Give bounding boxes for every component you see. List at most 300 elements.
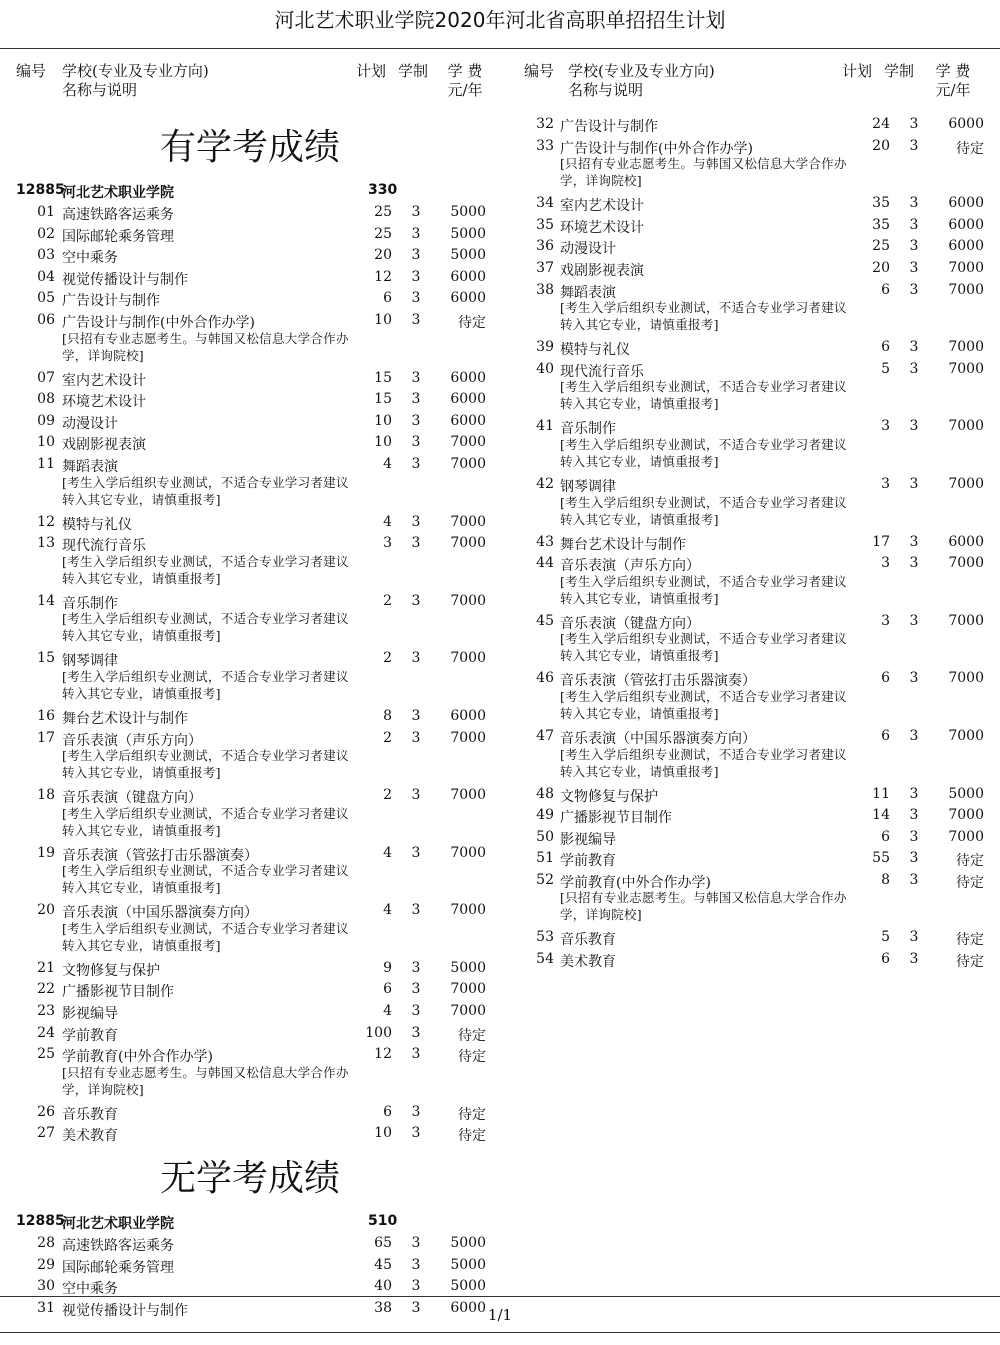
table-row: [0, 533, 490, 591]
major-name: 美术教育: [62, 1128, 118, 1145]
major-note: [只招有专业志愿考生。与韩国又松信息大学合作办学，详询院校]: [62, 1064, 349, 1097]
major-note: [只招有专业志愿考生。与韩国又松信息大学合作办学，详询院校]: [62, 330, 349, 363]
major-plan: 3: [881, 612, 890, 629]
major-name: 舞台艺术设计与制作: [560, 536, 686, 553]
major-name: 音乐表演（声乐方向）: [62, 732, 202, 749]
table-row: [508, 114, 998, 136]
major-plan: 11: [872, 785, 890, 802]
major-name: 环境艺术设计: [62, 394, 146, 411]
major-fee: 6000: [450, 268, 486, 285]
table-row: [0, 224, 490, 246]
major-plan: 20: [374, 247, 392, 264]
major-note: [考生入学后组织专业测试，不适合专业学习者建议转入其它专业，请慎重报考]: [560, 631, 847, 664]
header-rule: [0, 48, 1000, 49]
major-number: 53: [536, 929, 554, 946]
major-plan: 25: [374, 225, 392, 242]
major-plan: 38: [374, 1299, 392, 1316]
table-row: [0, 512, 490, 534]
major-plan: 6: [881, 727, 890, 744]
major-number: 54: [536, 951, 554, 968]
major-plan: 15: [374, 369, 392, 386]
header-name: 学校(专业及专业方向) 名称与说明: [62, 62, 209, 99]
school-row: [0, 1211, 490, 1233]
major-length: 3: [411, 434, 421, 451]
major-length: 3: [909, 195, 919, 212]
major-note: [只招有专业志愿考生。与韩国又松信息大学合作办学，详询院校]: [560, 890, 847, 923]
major-name: 音乐教育: [560, 932, 616, 949]
major-fee: 6000: [450, 369, 486, 386]
table-row: [0, 648, 490, 706]
major-number: 33: [536, 137, 554, 154]
table-header: [508, 56, 998, 106]
major-number: 17: [37, 729, 55, 746]
major-note: [考生入学后组织专业测试，不适合专业学习者建议转入其它专业，请慎重报考]: [62, 805, 349, 838]
major-length: 3: [411, 225, 421, 242]
major-note: [考生入学后组织专业测试，不适合专业学习者建议转入其它专业，请慎重报考]: [62, 553, 349, 586]
major-length: 3: [411, 1278, 421, 1295]
major-number: 29: [37, 1256, 55, 1273]
major-number: 01: [37, 204, 55, 220]
major-number: 35: [536, 216, 554, 233]
major-number: 51: [536, 850, 554, 867]
table-row: [0, 310, 490, 368]
major-number: 15: [37, 650, 55, 667]
major-plan: 15: [374, 391, 392, 408]
major-length: 3: [411, 247, 421, 264]
major-plan: 45: [374, 1256, 392, 1273]
major-length: 3: [411, 204, 421, 220]
major-plan: 9: [383, 959, 392, 976]
major-fee: 待定: [956, 932, 984, 949]
major-fee: 待定: [458, 1128, 486, 1145]
major-name: 舞蹈表演: [62, 458, 118, 475]
major-fee: 待定: [458, 1106, 486, 1123]
major-length: 3: [411, 650, 421, 667]
major-fee: 7000: [948, 555, 984, 572]
major-number: 44: [536, 555, 554, 572]
major-note: [考生入学后组织专业测试，不适合专业学习者建议转入其它专业，请慎重报考]: [560, 746, 847, 779]
major-plan: 24: [872, 116, 890, 132]
major-name: 现代流行音乐: [560, 363, 644, 380]
major-name: 高速铁路客运乘务: [62, 207, 174, 223]
major-name: 影视编导: [560, 831, 616, 848]
table-row: [0, 728, 490, 786]
major-length: 3: [411, 1003, 421, 1020]
major-length: 3: [909, 137, 919, 154]
major-plan: 6: [881, 828, 890, 845]
major-length: 3: [909, 612, 919, 629]
major-note: [考生入学后组织专业测试，不适合专业学习者建议转入其它专业，请慎重报考]: [62, 920, 349, 953]
major-length: 3: [411, 412, 421, 429]
header-name: 学校(专业及专业方向) 名称与说明: [568, 62, 715, 99]
major-fee: 待定: [956, 954, 984, 971]
major-name: 高速铁路客运乘务: [62, 1238, 174, 1255]
header-plan: 计划: [842, 62, 873, 80]
major-fee: 7000: [450, 981, 486, 998]
major-plan: 2: [383, 787, 392, 804]
major-fee: 7000: [948, 418, 984, 435]
major-number: 30: [37, 1278, 55, 1295]
major-plan: 17: [872, 533, 890, 550]
major-length: 3: [411, 1024, 421, 1041]
major-plan: 10: [374, 1125, 392, 1142]
left-column: [0, 56, 490, 1319]
major-number: 09: [37, 412, 55, 429]
table-row: [508, 136, 998, 194]
major-note: [考生入学后组织专业测试，不适合专业学习者建议转入其它专业，请慎重报考]: [62, 863, 349, 896]
major-name: 视觉传播设计与制作: [62, 271, 188, 288]
major-length: 3: [411, 1299, 421, 1316]
major-note: [考生入学后组织专业测试，不适合专业学习者建议转入其它专业，请慎重报考]: [62, 748, 349, 781]
major-plan: 6: [881, 339, 890, 356]
major-name: 国际邮轮乘务管理: [62, 228, 174, 245]
major-plan: 25: [374, 204, 392, 220]
major-plan: 25: [872, 238, 890, 255]
major-fee: 5000: [450, 959, 486, 976]
major-length: 3: [411, 290, 421, 307]
major-plan: 100: [365, 1024, 392, 1041]
table-row: [0, 1023, 490, 1045]
table-row: [508, 848, 998, 870]
major-length: 3: [411, 311, 421, 328]
major-plan: 8: [881, 871, 890, 888]
major-name: 音乐表演（中国乐器演奏方向）: [62, 905, 258, 922]
school-code: 12885: [16, 1213, 65, 1230]
major-number: 26: [37, 1103, 55, 1120]
major-name: 音乐表演（键盘方向）: [560, 615, 700, 632]
table-row: [508, 474, 998, 532]
major-name: 学前教育: [560, 853, 616, 870]
major-plan: 8: [383, 707, 392, 724]
major-number: 32: [536, 116, 554, 132]
major-name: 影视编导: [62, 1006, 118, 1023]
section-heading: 无学考成绩: [160, 1158, 341, 1200]
major-length: 3: [411, 902, 421, 919]
major-number: 52: [536, 871, 554, 888]
major-plan: 4: [383, 902, 392, 919]
major-note: [考生入学后组织专业测试，不适合专业学习者建议转入其它专业，请慎重报考]: [560, 494, 847, 527]
major-note: [考生入学后组织专业测试，不适合专业学习者建议转入其它专业，请慎重报考]: [560, 436, 847, 469]
table-row: [0, 1255, 490, 1277]
table-row: [0, 389, 490, 411]
major-fee: 6000: [948, 195, 984, 212]
major-length: 3: [909, 339, 919, 356]
major-number: 11: [37, 455, 55, 472]
school-name: 河北艺术职业学院: [62, 1216, 174, 1233]
major-fee: 7000: [450, 535, 486, 552]
table-row: [0, 979, 490, 1001]
table-row: [0, 591, 490, 649]
major-fee: 6000: [948, 216, 984, 233]
major-plan: 6: [383, 981, 392, 998]
major-fee: 6000: [948, 116, 984, 132]
major-name: 环境艺术设计: [560, 219, 644, 236]
major-number: 19: [37, 844, 55, 861]
major-name: 学前教育(中外合作办学): [560, 874, 711, 891]
header-length: 学制: [884, 62, 915, 80]
major-fee: 6000: [450, 412, 486, 429]
major-name: 空中乘务: [62, 1281, 118, 1298]
header-fee: 学 费 元/年: [935, 62, 971, 99]
major-name: 学前教育: [62, 1027, 118, 1044]
major-name: 戏剧影视表演: [560, 262, 644, 279]
table-row: [0, 454, 490, 512]
major-fee: 待定: [956, 853, 984, 870]
major-name: 音乐制作: [560, 421, 616, 438]
major-name: 模特与礼仪: [560, 342, 630, 359]
major-plan: 3: [881, 418, 890, 435]
major-plan: 40: [374, 1278, 392, 1295]
table-row: [0, 411, 490, 433]
major-number: 08: [37, 391, 55, 408]
major-length: 3: [411, 729, 421, 746]
major-name: 戏剧影视表演: [62, 437, 146, 454]
table-row: [0, 432, 490, 454]
major-name: 空中乘务: [62, 250, 118, 267]
table-row: [0, 202, 490, 224]
major-number: 21: [37, 959, 55, 976]
major-length: 3: [909, 785, 919, 802]
table-row: [0, 1123, 490, 1145]
major-note: [考生入学后组织专业测试，不适合专业学习者建议转入其它专业，请慎重报考]: [62, 668, 349, 701]
major-plan: 14: [872, 807, 890, 824]
major-number: 04: [37, 268, 55, 285]
major-length: 3: [909, 871, 919, 888]
major-length: 3: [411, 513, 421, 530]
major-name: 音乐表演（管弦打击乐器演奏）: [62, 847, 258, 864]
major-length: 3: [909, 533, 919, 550]
major-number: 20: [37, 902, 55, 919]
major-plan: 6: [383, 1103, 392, 1120]
major-note: [考生入学后组织专业测试，不适合专业学习者建议转入其它专业，请慎重报考]: [62, 611, 349, 644]
header-length: 学制: [398, 62, 429, 80]
major-fee: 7000: [948, 339, 984, 356]
major-length: 3: [909, 475, 919, 492]
major-length: 3: [411, 268, 421, 285]
table-row: [0, 958, 490, 980]
major-plan: 3: [383, 535, 392, 552]
major-plan: 6: [383, 290, 392, 307]
major-length: 3: [411, 455, 421, 472]
header-plan: 计划: [356, 62, 387, 80]
major-name: 美术教育: [560, 954, 616, 971]
right-column: [508, 56, 998, 971]
table-row: [0, 706, 490, 728]
major-note: [考生入学后组织专业测试，不适合专业学习者建议转入其它专业，请慎重报考]: [560, 573, 847, 606]
major-length: 3: [411, 1046, 421, 1063]
major-fee: 7000: [948, 828, 984, 845]
major-length: 3: [411, 1103, 421, 1120]
major-length: 3: [909, 281, 919, 298]
major-fee: 5000: [450, 1256, 486, 1273]
table-row: [508, 359, 998, 417]
table-row: [0, 785, 490, 843]
major-fee: 7000: [450, 592, 486, 609]
major-fee: 7000: [948, 727, 984, 744]
major-fee: 7000: [948, 281, 984, 298]
major-plan: 2: [383, 729, 392, 746]
major-name: 现代流行音乐: [62, 538, 146, 555]
major-fee: 7000: [450, 787, 486, 804]
major-number: 45: [536, 612, 554, 629]
major-number: 25: [37, 1046, 55, 1063]
major-plan: 4: [383, 513, 392, 530]
major-plan: 4: [383, 844, 392, 861]
major-length: 3: [909, 259, 919, 276]
major-fee: 5000: [450, 1278, 486, 1295]
table-row: [508, 827, 998, 849]
major-length: 3: [411, 707, 421, 724]
major-name: 广告设计与制作: [62, 293, 160, 310]
major-length: 3: [909, 727, 919, 744]
major-plan: 20: [872, 137, 890, 154]
major-plan: 65: [374, 1235, 392, 1252]
major-name: 音乐教育: [62, 1106, 118, 1123]
major-name: 室内艺术设计: [560, 198, 644, 215]
table-row: [508, 805, 998, 827]
page-number: 1/1: [487, 1306, 513, 1324]
major-fee: 6000: [948, 533, 984, 550]
major-fee: 7000: [948, 807, 984, 824]
major-number: 22: [37, 981, 55, 998]
major-name: 舞蹈表演: [560, 284, 616, 301]
table-row: [0, 1276, 490, 1298]
major-fee: 7000: [450, 729, 486, 746]
major-fee: 7000: [450, 455, 486, 472]
major-number: 14: [37, 592, 55, 609]
table-row: [0, 288, 490, 310]
school-plan: 510: [368, 1213, 398, 1230]
major-name: 音乐表演（中国乐器演奏方向）: [560, 730, 756, 747]
major-number: 28: [37, 1235, 55, 1252]
major-number: 39: [536, 339, 554, 356]
table-row: [0, 1001, 490, 1023]
major-plan: 5: [881, 360, 890, 377]
table-row: [508, 726, 998, 784]
major-plan: 4: [383, 455, 392, 472]
major-fee: 5000: [450, 1235, 486, 1252]
major-fee: 7000: [450, 844, 486, 861]
major-number: 27: [37, 1125, 55, 1142]
school-name: 河北艺术职业学院: [62, 185, 174, 201]
table-row: [508, 258, 998, 280]
major-length: 3: [411, 1235, 421, 1252]
table-row: [0, 267, 490, 289]
major-plan: 12: [374, 268, 392, 285]
table-row: [0, 1044, 490, 1102]
major-number: 02: [37, 225, 55, 242]
major-plan: 3: [881, 475, 890, 492]
major-name: 音乐制作: [62, 595, 118, 612]
table-row: [508, 553, 998, 611]
major-name: 广播影视节目制作: [62, 984, 174, 1001]
major-name: 音乐表演（声乐方向）: [560, 558, 700, 575]
bottom-rule: [0, 1332, 1000, 1333]
major-length: 3: [411, 959, 421, 976]
table-header: [0, 56, 490, 106]
table-row: [508, 784, 998, 806]
table-row: [0, 368, 490, 390]
major-plan: 55: [872, 850, 890, 867]
major-name: 音乐表演（管弦打击乐器演奏）: [560, 673, 756, 690]
table-row: [0, 1102, 490, 1124]
major-fee: 7000: [948, 670, 984, 687]
major-list: [508, 114, 998, 971]
major-name: 文物修复与保护: [62, 962, 160, 979]
major-number: 37: [536, 259, 554, 276]
major-length: 3: [909, 951, 919, 968]
major-number: 40: [536, 360, 554, 377]
major-plan: 3: [881, 555, 890, 572]
major-number: 42: [536, 475, 554, 492]
major-length: 3: [411, 1256, 421, 1273]
major-fee: 7000: [948, 259, 984, 276]
major-name: 学前教育(中外合作办学): [62, 1049, 213, 1066]
major-fee: 5000: [450, 204, 486, 220]
table-row: [508, 337, 998, 359]
major-number: 31: [37, 1299, 55, 1316]
major-fee: 6000: [450, 707, 486, 724]
major-length: 3: [909, 850, 919, 867]
major-plan: 4: [383, 1003, 392, 1020]
major-name: 广播影视节目制作: [560, 810, 672, 827]
table-row: [0, 900, 490, 958]
major-plan: 6: [881, 951, 890, 968]
major-number: 48: [536, 785, 554, 802]
major-number: 05: [37, 290, 55, 307]
major-plan: 6: [881, 281, 890, 298]
major-number: 38: [536, 281, 554, 298]
major-fee: 待定: [956, 874, 984, 891]
major-name: 国际邮轮乘务管理: [62, 1259, 174, 1276]
header-code: 编号: [16, 62, 47, 80]
major-plan: 20: [872, 259, 890, 276]
major-fee: 6000: [450, 391, 486, 408]
major-number: 23: [37, 1003, 55, 1020]
school-code: 12885: [16, 182, 65, 198]
major-plan: 35: [872, 195, 890, 212]
major-length: 3: [909, 670, 919, 687]
table-row: [0, 843, 490, 901]
footer-rule: [0, 1296, 1000, 1297]
major-fee: 待定: [458, 1049, 486, 1066]
major-name: 广告设计与制作: [560, 119, 658, 135]
major-plan: 5: [881, 929, 890, 946]
table-row: [508, 193, 998, 215]
header-fee: 学 费 元/年: [447, 62, 483, 99]
table-row: [0, 245, 490, 267]
major-length: 3: [909, 929, 919, 946]
major-list: [0, 202, 490, 1145]
major-fee: 5000: [450, 247, 486, 264]
table-row: [508, 416, 998, 474]
major-length: 3: [909, 828, 919, 845]
major-name: 广告设计与制作(中外合作办学): [62, 314, 255, 331]
major-number: 06: [37, 311, 55, 328]
major-name: 音乐表演（键盘方向）: [62, 790, 202, 807]
table-row: [508, 668, 998, 726]
major-number: 36: [536, 238, 554, 255]
header-code: 编号: [524, 62, 555, 80]
major-length: 3: [411, 391, 421, 408]
major-fee: 7000: [948, 360, 984, 377]
major-fee: 5000: [450, 225, 486, 242]
major-name: 室内艺术设计: [62, 372, 146, 389]
major-fee: 待定: [458, 1027, 486, 1044]
major-length: 3: [909, 418, 919, 435]
major-fee: 7000: [450, 902, 486, 919]
table-row: [508, 280, 998, 338]
